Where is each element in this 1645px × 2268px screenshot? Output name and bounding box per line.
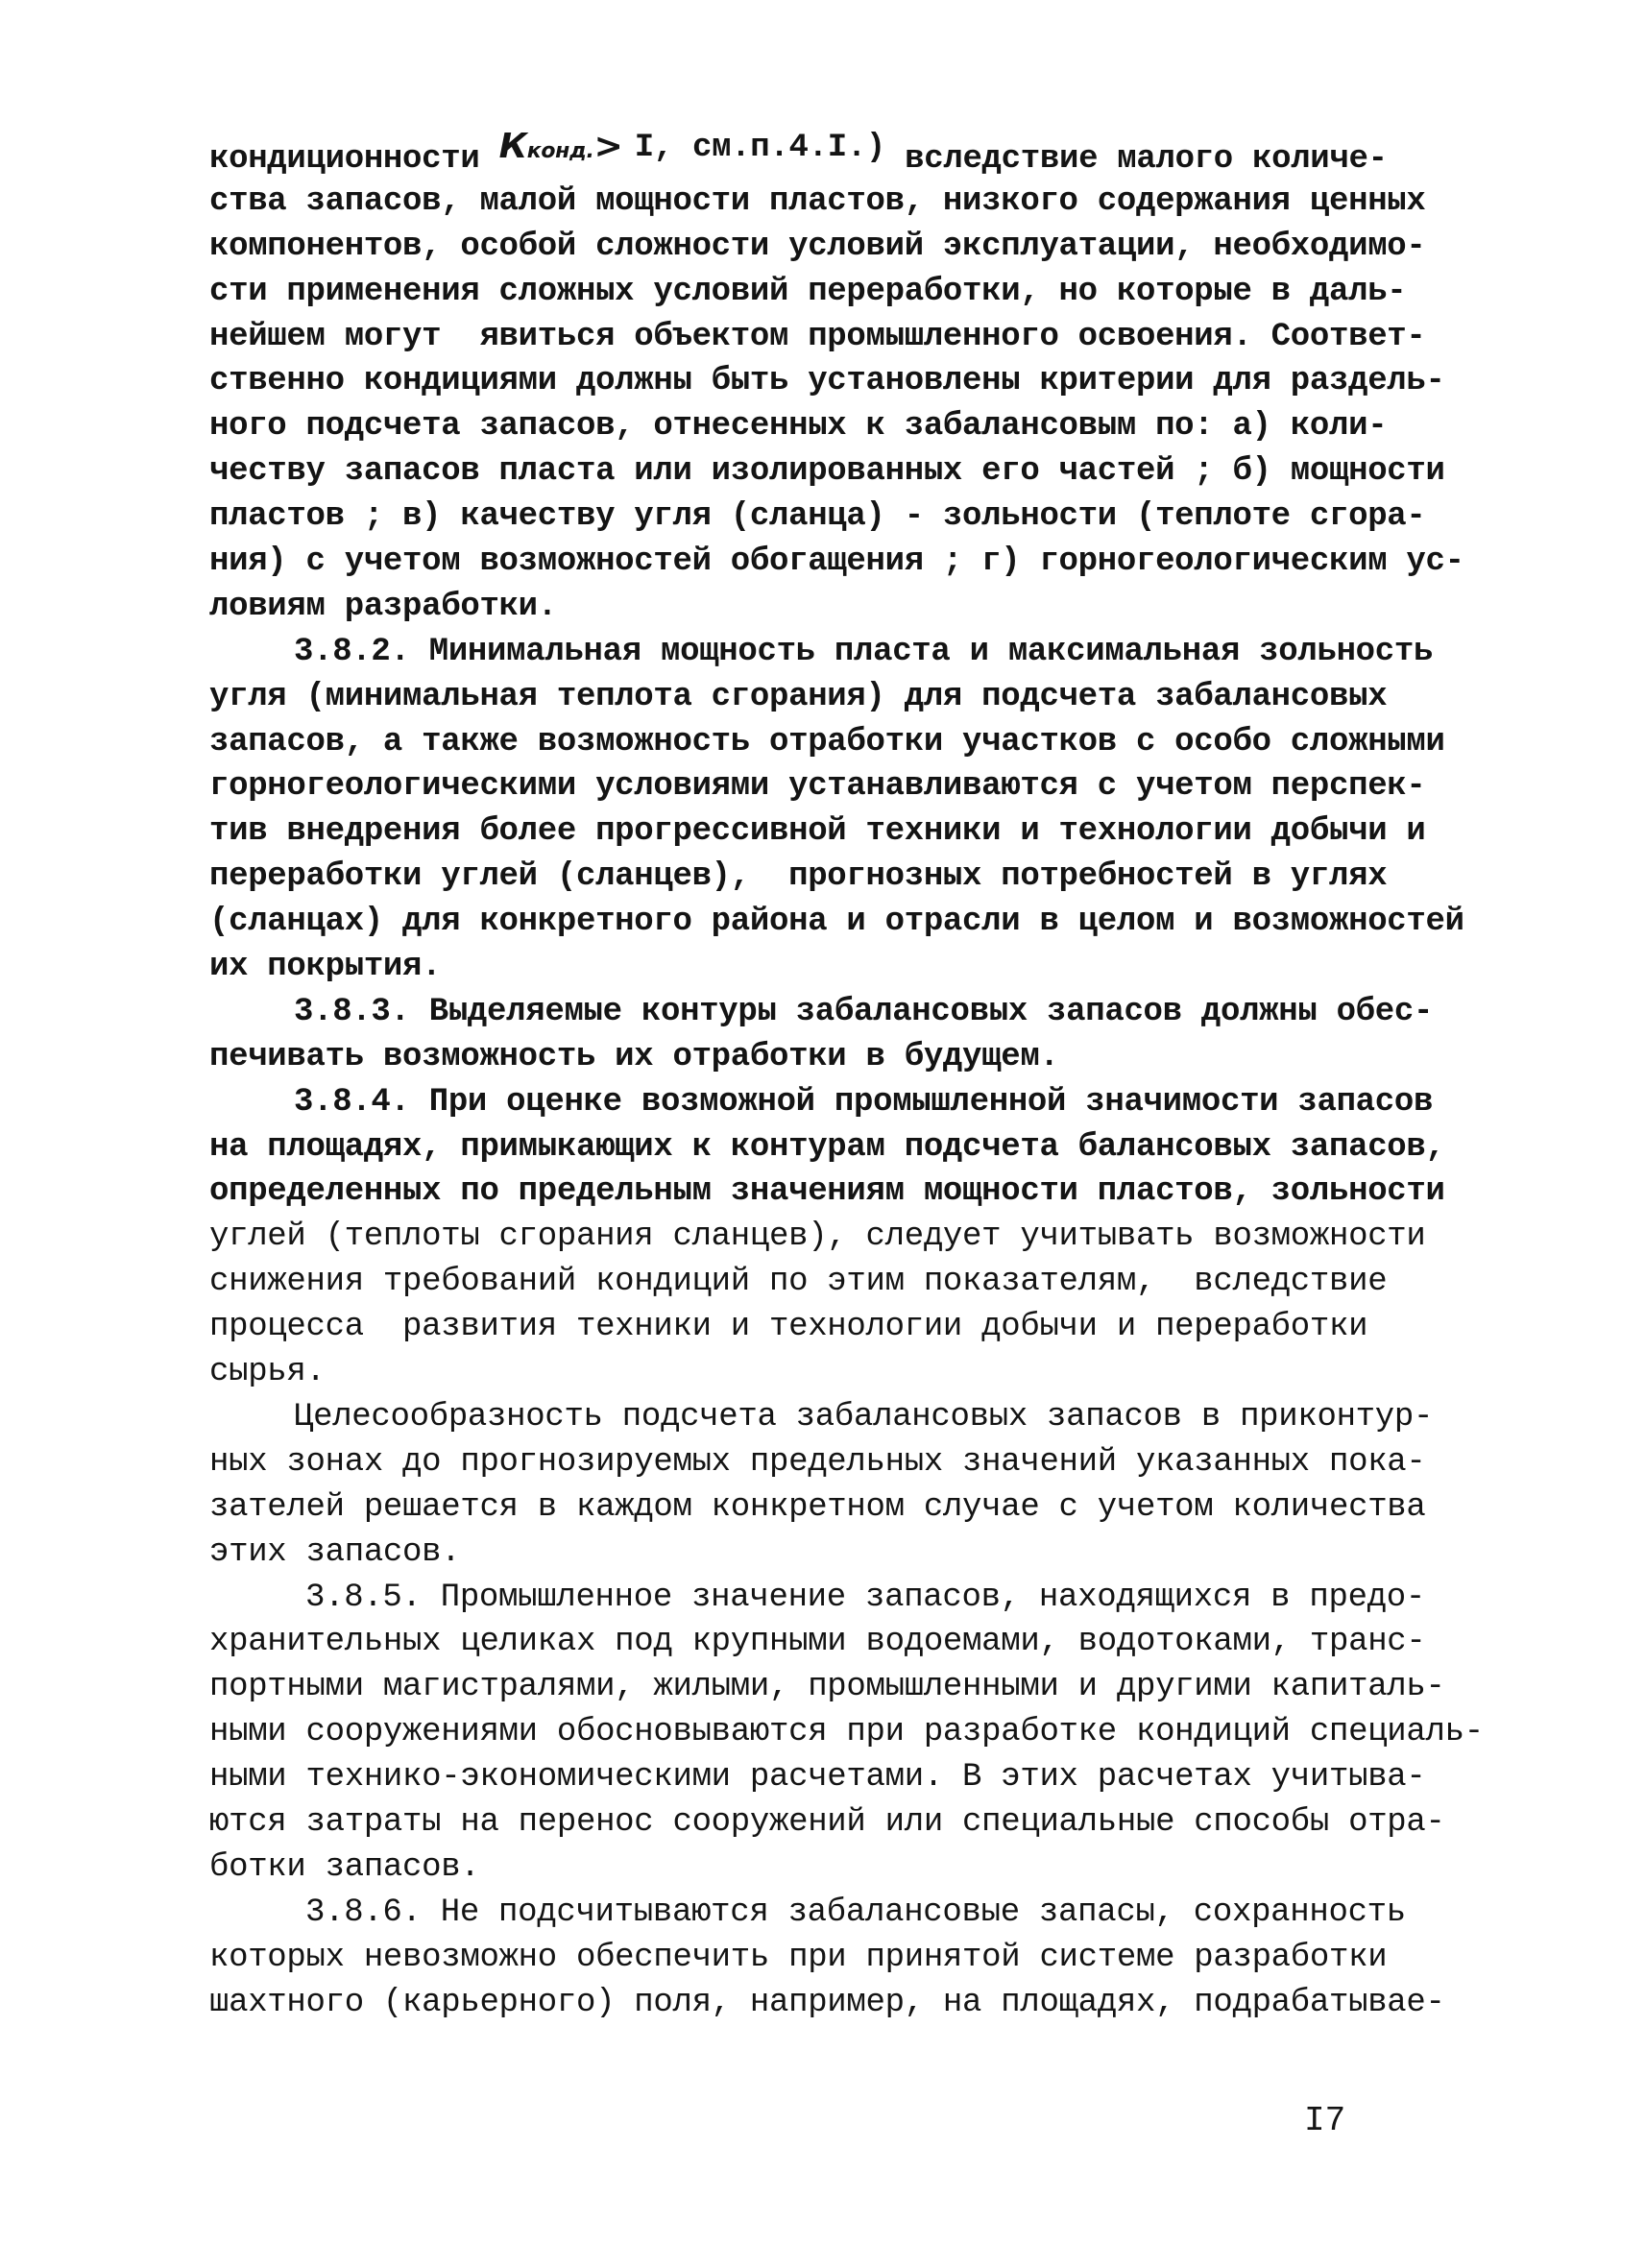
text-line: процесса развития техники и технологии добычи и переработки [209,1309,1368,1346]
text-line: ного подсчета запасов, отнесенных к забалансовым по: а) коли- [209,408,1388,446]
text-line: ными технико-экономическими расчетами. В этих расчетах учитыва- [209,1759,1426,1797]
text-line: честву запасов пласта или изолированных его частей ; б) мощности [209,453,1445,491]
text-line: портными магистралями, жилыми, промышленными и другими капиталь- [209,1669,1445,1706]
text-line: ства запасов, малой мощности пластов, низкого содержания ценных [209,182,1426,220]
text-line: хранительных целиках под крупными водоемами, водотоками, транс- [209,1624,1426,1661]
text-line: ных зонах до прогнозируемых предельных значений указанных пока- [209,1443,1426,1481]
page-number: I7 [1304,2101,1346,2140]
body-text [209,127,1484,2025]
paragraph-first-line: Целесообразность подсчета забалансовых запасов в приконтур- [294,1398,1434,1436]
text-line: печивать возможность их отработки в будущем. [209,1038,1059,1075]
text-line: переработки углей (сланцев), прогнозных потребностей в углях [209,858,1388,896]
section-3-8-6-heading-line: 3.8.6. Не подсчитываются забалансовые запасы, сохранность [305,1894,1406,1931]
text-line: угля (минимальная теплота сгорания) для подсчета забалансовых [209,678,1388,715]
text-line: которых невозможно обеспечить при принятой системе разработки [209,1939,1388,1976]
text-line: на площадях, примыкающих к контурам подсчета балансовых запасов, [209,1128,1445,1166]
text-line: ными сооружениями обосновываются при разработке кондиций специаль- [209,1714,1484,1751]
text-line: сырья. [209,1354,326,1391]
text-fragment: кондиционности [209,141,499,178]
text-line: определенных по предельным значениям мощности пластов, зольности [209,1173,1445,1211]
text-line: ственно кондициями должны быть установлены критерии для раздель- [209,363,1445,400]
text-line: их покрытия. [209,949,442,986]
text-line: компонентов, особой сложности условий эксплуатации, необходимо- [209,228,1426,265]
text-line: горногеологическими условиями устанавливаются с учетом перспек- [209,768,1426,806]
text-line: этих запасов. [209,1533,461,1571]
raised-reference: I, см.п.4.I.) [634,130,886,166]
text-line: сти применения сложных условий переработки, но которые в даль- [209,273,1407,310]
text-line: ются затраты на перенос сооружений или специальные способы отра- [209,1803,1445,1841]
text-line: (сланцах) для конкретного района и отрасли в целом и возможностей [209,904,1464,941]
text-line: запасов, а также возможность отработки участков с особо сложными [209,723,1445,760]
section-3-8-5-heading-line: 3.8.5. Промышленное значение запасов, находящихся в предо- [305,1579,1425,1616]
text-line: нейшем могут явиться объектом промышленного освоения. Соответ- [209,318,1426,355]
text-line: тив внедрения более прогрессивной техники и технологии добычи и [209,813,1426,851]
text-line: пластов ; в) качеству угля (сланца) - зольности (теплоте сгора- [209,498,1426,536]
handwritten-letter: К [498,127,527,166]
handwritten-symbol [499,127,635,166]
section-3-8-2-heading-line: 3.8.2. Минимальная мощность пласта и максимальная зольность [294,633,1434,670]
text-line: ловиям разработки. [209,588,557,625]
text-line [209,127,1448,180]
text-line: зателей решается в каждом конкретном случае с учетом количества [209,1488,1426,1526]
section-3-8-3-heading-line: 3.8.3. Выделяемые контуры забалансовых запасов должны обес- [294,993,1434,1030]
text-line: ния) с учетом возможностей обогащения ; г) горногеологическим ус- [209,543,1464,581]
text-line: углей (теплоты сгорания сланцев), следует учитывать возможности [209,1218,1426,1256]
handwritten-subscript: конд. [526,139,594,163]
handwritten-comparison: > [593,127,635,166]
section-3-8-4-heading-line: 3.8.4. При оценке возможной промышленной значимости запасов [294,1083,1434,1121]
text-line: шахтного (карьерного) поля, например, на площадях, подрабатывае- [209,1984,1445,2021]
text-fragment: вследствие малого количе- [885,141,1388,178]
text-line: ботки запасов. [209,1848,480,1886]
text-line: снижения требований кондиций по этим показателям, вследствие [209,1264,1388,1301]
